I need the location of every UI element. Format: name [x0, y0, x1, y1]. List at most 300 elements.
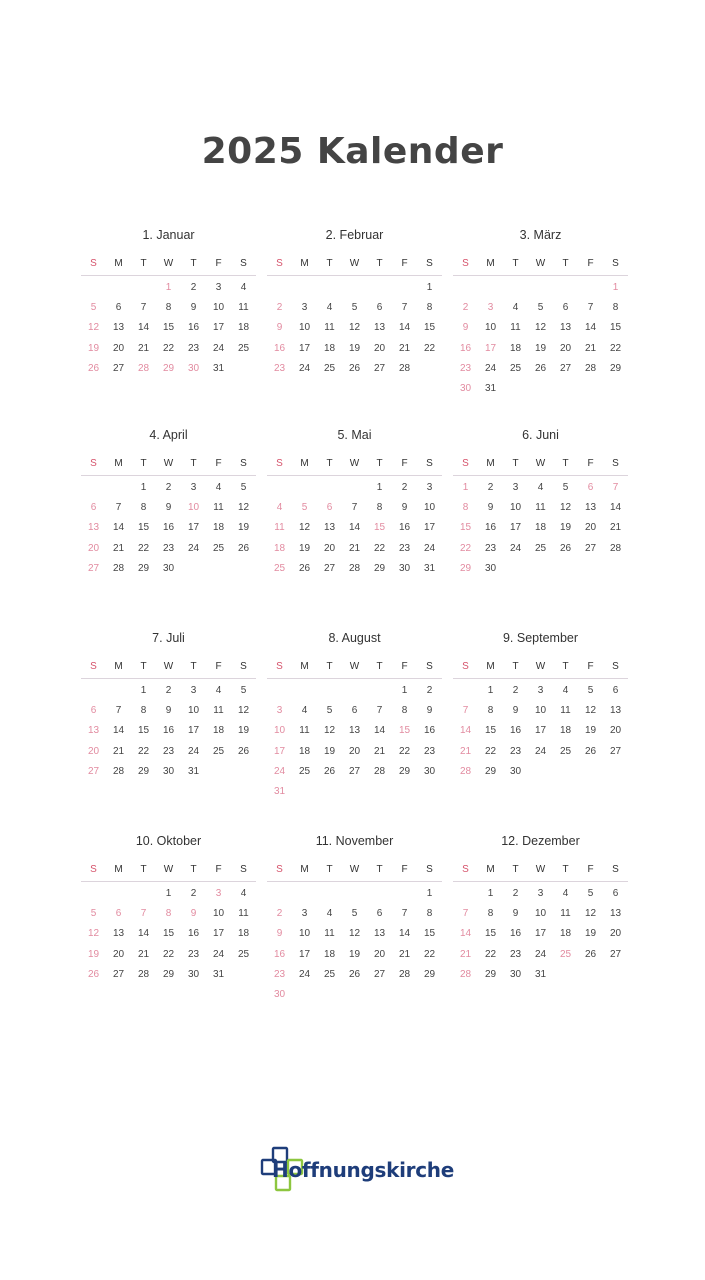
day-cell: 9	[512, 705, 519, 717]
weekday-label: F	[587, 458, 594, 469]
day-cell: 22	[423, 948, 436, 960]
weekday-label: W	[163, 458, 174, 469]
day-cell: 2	[165, 685, 172, 696]
month-name: 9. September	[502, 631, 579, 645]
day-cell: 20	[373, 948, 386, 960]
weekday-label: T	[562, 864, 569, 875]
week-row	[453, 762, 628, 782]
day-cell: 19	[534, 342, 547, 354]
day-cell: 12	[534, 322, 547, 334]
day-cell: 6	[90, 502, 97, 514]
weekday-label: T	[562, 661, 569, 672]
page-title: 2025 Kalender	[201, 131, 504, 172]
day-cell: 16	[187, 928, 200, 940]
weekday-label: W	[535, 864, 546, 875]
day-cell: 17	[212, 928, 225, 940]
week-row	[453, 498, 628, 518]
day-cell: 26	[237, 542, 250, 554]
day-cell: 2	[462, 302, 469, 314]
day-cell: 20	[584, 522, 597, 534]
day-cell: 24	[484, 362, 497, 374]
day-cell: 22	[162, 342, 175, 354]
day-cell: 21	[609, 522, 622, 534]
weekday-label: W	[349, 258, 360, 269]
day-cell: 17	[534, 725, 547, 737]
day-cell: 28	[373, 765, 386, 777]
day-cell: 21	[398, 342, 411, 354]
month-block	[81, 225, 256, 415]
weekday-header	[453, 255, 628, 276]
day-cell: 8	[401, 705, 408, 717]
weekday-label: T	[512, 864, 519, 875]
weekday-label: T	[190, 864, 197, 875]
weekday-label: M	[300, 258, 309, 269]
day-cell: 12	[348, 322, 361, 334]
weekday-label: W	[535, 661, 546, 672]
day-cell: 24	[298, 968, 311, 980]
day-cell: 12	[87, 928, 100, 940]
day-cell: 13	[584, 502, 597, 514]
day-cell: 15	[162, 928, 175, 940]
week-row	[267, 762, 442, 782]
month-name: 10. Oktober	[135, 834, 202, 848]
day-cell: 11	[560, 705, 571, 717]
day-cell: 15	[423, 928, 436, 940]
day-cell: 22	[398, 745, 411, 757]
month-block	[81, 628, 256, 818]
day-cell: 8	[140, 502, 147, 514]
day-cell: 14	[398, 928, 411, 940]
weekday-label: S	[90, 258, 97, 269]
day-cell: 16	[273, 948, 286, 960]
day-cell: 28	[112, 765, 125, 777]
day-grid	[453, 478, 628, 579]
week-row	[267, 924, 442, 944]
weekday-label: T	[140, 458, 147, 469]
day-cell: 7	[351, 502, 358, 514]
week-row	[81, 742, 256, 762]
day-cell: 25	[323, 968, 336, 980]
month-block	[453, 425, 628, 615]
day-cell: 25	[237, 342, 250, 354]
weekday-label: T	[140, 661, 147, 672]
day-cell: 21	[112, 542, 125, 554]
day-cell: 9	[512, 908, 519, 920]
day-cell: 19	[87, 948, 100, 960]
week-row	[453, 478, 628, 498]
weekday-label: W	[349, 458, 360, 469]
day-cell: 8	[426, 908, 433, 920]
day-cell: 17	[534, 928, 547, 940]
day-cell: 30	[187, 968, 200, 980]
day-cell: 1	[165, 888, 172, 899]
day-cell: 29	[423, 968, 436, 980]
day-cell: 13	[373, 928, 386, 940]
day-cell: 21	[398, 948, 411, 960]
month-name: 8. August	[328, 631, 381, 645]
day-cell: 8	[612, 302, 619, 314]
day-cell: 12	[584, 908, 597, 920]
day-cell: 26	[584, 745, 597, 757]
day-cell: 21	[584, 342, 597, 354]
weekday-header	[267, 658, 442, 679]
week-row	[81, 559, 256, 579]
day-cell: 13	[559, 322, 572, 334]
weekday-label: T	[376, 258, 383, 269]
week-row	[81, 762, 256, 782]
day-cell: 16	[162, 725, 175, 737]
day-cell: 2	[276, 302, 283, 314]
day-cell: 29	[162, 362, 175, 374]
day-grid	[81, 681, 256, 782]
weekday-label: T	[326, 458, 333, 469]
day-cell: 20	[112, 342, 125, 354]
week-row	[81, 518, 256, 538]
day-cell: 18	[298, 745, 311, 757]
week-row	[267, 478, 442, 498]
day-cell: 18	[559, 928, 572, 940]
weekday-label: T	[326, 864, 333, 875]
day-cell: 4	[537, 482, 544, 493]
day-cell: 13	[609, 705, 622, 717]
day-cell: 27	[373, 362, 386, 374]
day-cell: 21	[112, 745, 125, 757]
day-cell: 17	[298, 948, 311, 960]
weekday-label: F	[587, 864, 594, 875]
day-cell: 26	[348, 968, 361, 980]
weekday-header	[267, 861, 442, 882]
day-cell: 28	[584, 362, 597, 374]
day-cell: 8	[487, 705, 494, 717]
weekday-label: S	[276, 258, 283, 269]
day-cell: 15	[398, 725, 411, 737]
day-cell: 6	[326, 502, 333, 514]
day-cell: 18	[534, 522, 547, 534]
day-cell: 25	[559, 745, 572, 757]
weekday-label: S	[612, 258, 619, 269]
day-cell: 2	[487, 482, 494, 493]
day-cell: 7	[115, 502, 122, 514]
day-cell: 23	[162, 745, 175, 757]
day-cell: 25	[559, 948, 572, 960]
day-cell: 26	[298, 562, 311, 574]
day-cell: 23	[423, 745, 436, 757]
day-cell: 15	[484, 928, 497, 940]
week-row	[81, 298, 256, 318]
day-cell: 4	[562, 685, 569, 696]
day-cell: 3	[426, 482, 433, 493]
day-cell: 22	[459, 542, 472, 554]
day-cell: 12	[559, 502, 572, 514]
weekday-label: F	[587, 258, 594, 269]
day-cell: 6	[115, 908, 122, 920]
day-cell: 10	[187, 705, 200, 717]
day-cell: 6	[115, 302, 122, 314]
weekday-label: M	[114, 458, 123, 469]
day-cell: 25	[509, 362, 522, 374]
weekday-label: M	[486, 661, 495, 672]
day-cell: 16	[187, 322, 200, 334]
weekday-label: F	[401, 458, 408, 469]
day-cell: 22	[137, 745, 150, 757]
day-cell: 17	[509, 522, 522, 534]
day-cell: 28	[459, 765, 472, 777]
week-row	[267, 701, 442, 721]
day-cell: 5	[90, 908, 97, 920]
day-cell: 11	[510, 322, 521, 334]
day-cell: 10	[423, 502, 436, 514]
day-cell: 16	[162, 522, 175, 534]
day-cell: 6	[90, 705, 97, 717]
day-cell: 14	[459, 928, 472, 940]
week-row	[453, 701, 628, 721]
day-cell: 5	[587, 685, 594, 696]
weekday-label: S	[462, 864, 469, 875]
day-cell: 5	[351, 908, 358, 920]
day-cell: 3	[537, 888, 544, 899]
day-cell: 29	[137, 765, 150, 777]
day-cell: 13	[112, 322, 125, 334]
weekday-label: F	[587, 661, 594, 672]
day-cell: 2	[401, 482, 408, 493]
day-cell: 10	[212, 302, 225, 314]
day-cell: 15	[609, 322, 622, 334]
weekday-label: S	[276, 864, 283, 875]
day-cell: 7	[401, 908, 408, 920]
day-cell: 24	[273, 765, 286, 777]
day-cell: 14	[398, 322, 411, 334]
month-block	[267, 225, 442, 415]
day-cell: 4	[276, 502, 283, 514]
day-cell: 23	[509, 745, 522, 757]
day-cell: 24	[423, 542, 436, 554]
weekday-label: M	[486, 258, 495, 269]
weekday-label: W	[349, 864, 360, 875]
day-cell: 29	[484, 765, 497, 777]
week-row	[267, 559, 442, 579]
weekday-label: F	[215, 258, 222, 269]
day-cell: 15	[162, 322, 175, 334]
day-cell: 16	[509, 928, 522, 940]
day-cell: 31	[534, 968, 547, 980]
day-cell: 27	[584, 542, 597, 554]
week-row	[81, 339, 256, 359]
weekday-label: S	[426, 864, 433, 875]
day-cell: 10	[534, 908, 547, 920]
day-cell: 28	[348, 562, 361, 574]
day-cell: 7	[115, 705, 122, 717]
weekday-label: S	[462, 258, 469, 269]
day-cell: 26	[348, 362, 361, 374]
day-cell: 28	[112, 562, 125, 574]
weekday-label: S	[426, 258, 433, 269]
weekday-header	[81, 861, 256, 882]
weekday-header	[81, 255, 256, 276]
weekday-label: W	[163, 258, 174, 269]
day-cell: 28	[398, 362, 411, 374]
weekday-label: M	[300, 864, 309, 875]
day-cell: 8	[165, 302, 172, 314]
day-cell: 18	[509, 342, 522, 354]
day-cell: 11	[535, 502, 546, 514]
week-row	[453, 359, 628, 379]
month-block	[453, 628, 628, 818]
day-cell: 6	[562, 302, 569, 314]
day-cell: 17	[484, 342, 497, 354]
month-name: 1. Januar	[142, 228, 195, 242]
week-row	[453, 945, 628, 965]
day-cell: 29	[609, 362, 622, 374]
weekday-label: S	[90, 661, 97, 672]
day-cell: 19	[237, 725, 250, 737]
weekday-label: T	[190, 661, 197, 672]
day-cell: 4	[562, 888, 569, 899]
weekday-label: S	[612, 864, 619, 875]
day-cell: 29	[484, 968, 497, 980]
weekday-label: S	[426, 458, 433, 469]
day-cell: 3	[276, 705, 283, 717]
week-row	[453, 721, 628, 741]
day-cell: 20	[559, 342, 572, 354]
day-cell: 13	[373, 322, 386, 334]
day-cell: 4	[326, 908, 333, 920]
day-grid	[267, 278, 442, 379]
day-cell: 3	[190, 482, 197, 493]
day-cell: 5	[301, 502, 308, 514]
week-row	[81, 945, 256, 965]
day-cell: 28	[609, 542, 622, 554]
weekday-label: S	[240, 864, 247, 875]
weekday-label: W	[535, 258, 546, 269]
month-name: 11. November	[315, 834, 394, 848]
day-cell: 7	[140, 302, 147, 314]
week-row	[267, 498, 442, 518]
week-row	[81, 721, 256, 741]
weekday-label: S	[462, 661, 469, 672]
day-cell: 3	[537, 685, 544, 696]
week-row	[267, 339, 442, 359]
day-cell: 10	[298, 928, 311, 940]
week-row	[267, 721, 442, 741]
week-row	[453, 681, 628, 701]
church-logo	[260, 1146, 460, 1194]
day-cell: 26	[87, 968, 100, 980]
day-cell: 21	[348, 542, 361, 554]
day-cell: 15	[137, 725, 150, 737]
day-cell: 5	[562, 482, 569, 493]
day-cell: 1	[401, 685, 408, 696]
weekday-label: S	[90, 864, 97, 875]
weekday-header	[453, 658, 628, 679]
week-row	[453, 518, 628, 538]
day-cell: 14	[459, 725, 472, 737]
day-cell: 9	[426, 705, 433, 717]
day-cell: 18	[237, 928, 250, 940]
day-cell: 9	[462, 322, 469, 334]
day-cell: 11	[238, 302, 249, 314]
weekday-label: T	[376, 661, 383, 672]
day-cell: 30	[509, 765, 522, 777]
day-cell: 20	[373, 342, 386, 354]
day-cell: 19	[348, 342, 361, 354]
weekday-label: S	[240, 458, 247, 469]
weekday-label: F	[401, 864, 408, 875]
day-cell: 13	[112, 928, 125, 940]
weekday-label: M	[114, 661, 123, 672]
day-cell: 14	[609, 502, 622, 514]
day-cell: 3	[190, 685, 197, 696]
week-row	[81, 884, 256, 904]
day-cell: 5	[90, 302, 97, 314]
day-cell: 22	[373, 542, 386, 554]
weekday-label: S	[612, 458, 619, 469]
weekday-label: F	[401, 258, 408, 269]
week-row	[453, 318, 628, 338]
day-cell: 12	[237, 705, 250, 717]
day-cell: 18	[273, 542, 286, 554]
day-cell: 4	[215, 685, 222, 696]
day-cell: 23	[484, 542, 497, 554]
day-cell: 15	[373, 522, 386, 534]
day-cell: 8	[462, 502, 469, 514]
day-cell: 24	[187, 745, 200, 757]
day-cell: 24	[509, 542, 522, 554]
day-cell: 23	[398, 542, 411, 554]
day-cell: 21	[459, 948, 472, 960]
day-cell: 12	[323, 725, 336, 737]
day-cell: 24	[534, 948, 547, 960]
day-cell: 16	[484, 522, 497, 534]
week-row	[453, 742, 628, 762]
day-cell: 3	[215, 888, 222, 899]
weekday-label: T	[562, 258, 569, 269]
weekday-label: S	[612, 661, 619, 672]
day-cell: 6	[612, 685, 619, 696]
day-cell: 9	[165, 502, 172, 514]
week-row	[267, 985, 442, 1005]
day-cell: 30	[187, 362, 200, 374]
weekday-header	[453, 861, 628, 882]
day-cell: 23	[509, 948, 522, 960]
day-cell: 1	[426, 282, 433, 293]
week-row	[267, 945, 442, 965]
day-cell: 5	[240, 685, 247, 696]
day-cell: 24	[298, 362, 311, 374]
month-block	[81, 831, 256, 1021]
day-cell: 1	[462, 482, 469, 493]
day-cell: 20	[609, 725, 622, 737]
weekday-header	[453, 455, 628, 476]
weekday-label: S	[240, 661, 247, 672]
week-row	[453, 298, 628, 318]
day-cell: 9	[276, 322, 283, 334]
day-cell: 11	[324, 322, 335, 334]
day-cell: 17	[187, 522, 200, 534]
week-row	[267, 539, 442, 559]
day-cell: 20	[609, 928, 622, 940]
day-cell: 10	[534, 705, 547, 717]
day-cell: 15	[484, 725, 497, 737]
day-cell: 3	[301, 908, 308, 920]
day-cell: 30	[484, 562, 497, 574]
day-cell: 28	[137, 968, 150, 980]
day-cell: 7	[587, 302, 594, 314]
day-cell: 15	[137, 522, 150, 534]
week-row	[267, 681, 442, 701]
weekday-label: S	[240, 258, 247, 269]
day-cell: 2	[165, 482, 172, 493]
day-grid	[267, 478, 442, 579]
